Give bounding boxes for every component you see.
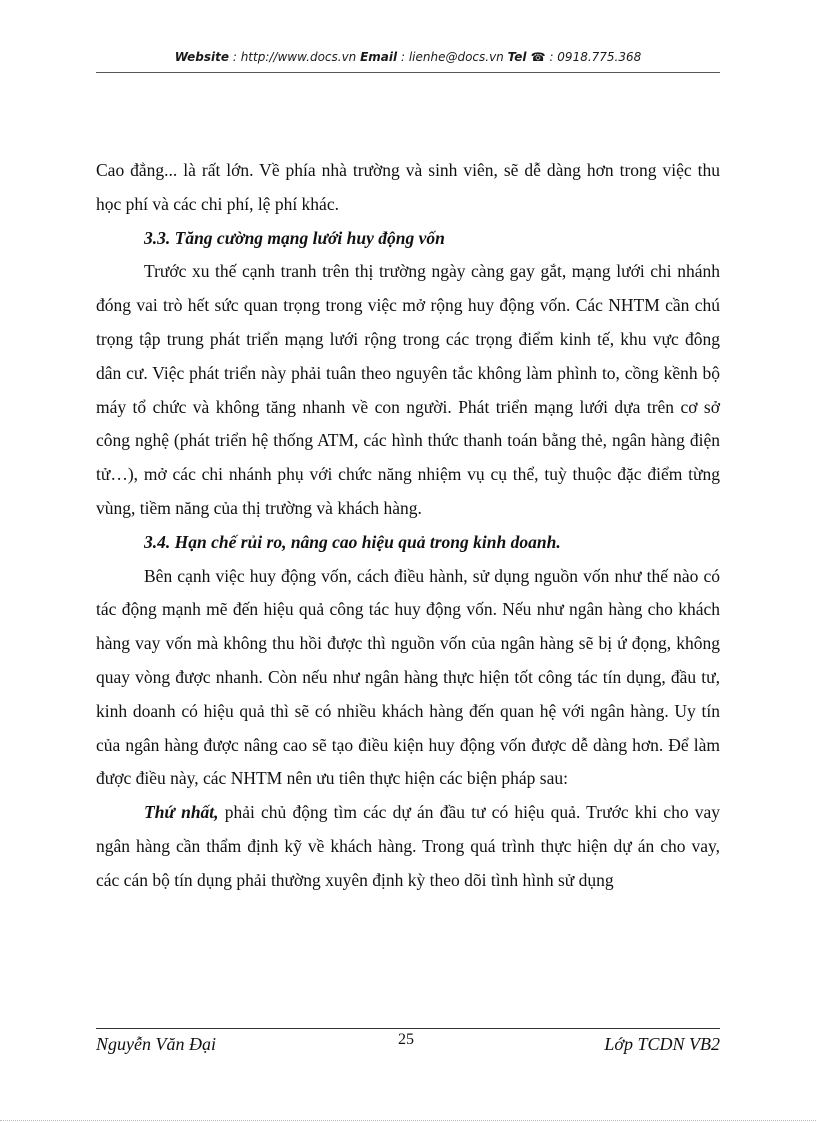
page-header <box>96 50 720 64</box>
footer-rule <box>96 1028 720 1029</box>
page-number: 25 <box>398 1031 414 1048</box>
website-value: : http://www.docs.vn <box>229 50 361 64</box>
tel-value: : 0918.775.368 <box>545 50 642 64</box>
email-label: Email <box>360 50 398 64</box>
footer-author: Nguyễn Văn Đại <box>96 1034 216 1054</box>
paragraph-first-measure <box>96 796 720 897</box>
paragraph-continuation: Cao đẳng... là rất lớn. Về phía nhà trường và sinh viên, sẽ dễ dàng hơn trong việc thu học phí và các chi phí, lệ phí khác. <box>96 160 720 214</box>
section-heading-3-3: 3.3. Tăng cường mạng lưới huy động vốn <box>144 227 445 248</box>
paragraph-network: Trước xu thế cạnh tranh trên thị trường ngày càng gay gắt, mạng lưới chi nhánh đóng vai trò hết sức quan trọng trong việc mở rộng huy động vốn. Các NHTM cần chú trọng tập trung phát triển mạng lưới rộng trong các trọng điểm kinh tế, khu vực đông dân cư. Việc phát triển này phải tuân theo nguyên tắc không làm phình to, cồng kềnh bộ máy tổ chức và không tăng nhanh về con người. Phát triển mạng lưới dựa trên cơ sở công nghệ (phát triển hệ thống ATM, các hình thức thanh toán bằng thẻ, ngân hàng điện tử…), mở các chi nhánh phụ với chức năng nhiệm vụ cụ thể, tuỳ thuộc đặc điểm từng vùng, tiềm năng của thị trường và khách hàng. <box>96 261 720 518</box>
page-edge-divider <box>0 1120 816 1121</box>
first-measure-text: phải chủ động tìm các dự án đầu tư có hiệu quả. Trước khi cho vay ngân hàng cần thẩm định kỹ về khách hàng. Trong quá trình thực hiện dự án cho vay, các cán bộ tín dụng phải thường xuyên định kỳ theo dõi tình hình sử dụng <box>96 802 721 890</box>
website-label: Website <box>174 50 230 64</box>
email-value: : lienhe@docs.vn <box>397 50 508 64</box>
header-rule <box>96 72 720 73</box>
first-measure-lead: Thứ nhất, <box>144 802 219 823</box>
paragraph-risk: Bên cạnh việc huy động vốn, cách điều hành, sử dụng nguồn vốn như thế nào có tác động mạnh mẽ đến hiệu quả công tác huy động vốn. Nếu như ngân hàng cho khách hàng vay vốn mà không thu hồi được thì nguồn vốn của ngân hàng sẽ bị ứ đọng, không quay vòng được nhanh. Còn nếu như ngân hàng thực hiện tốt công tác tín dụng, đầu tư, kinh doanh có hiệu quả thì sẽ có nhiều khách hàng đến quan hệ với ngân hàng. Uy tín của ngân hàng được nâng cao sẽ tạo điều kiện huy động vốn được dễ dàng hơn. Để làm được điều này, các NHTM nên ưu tiên thực hiện các biện pháp sau: <box>96 565 720 789</box>
tel-label: Tel ☎ <box>507 50 546 64</box>
document-body <box>96 154 720 898</box>
footer-class: Lớp TCDN VB2 <box>604 1034 720 1054</box>
section-heading-3-4: 3.4. Hạn chế rủi ro, nâng cao hiệu quả trong kinh doanh. <box>144 531 561 552</box>
